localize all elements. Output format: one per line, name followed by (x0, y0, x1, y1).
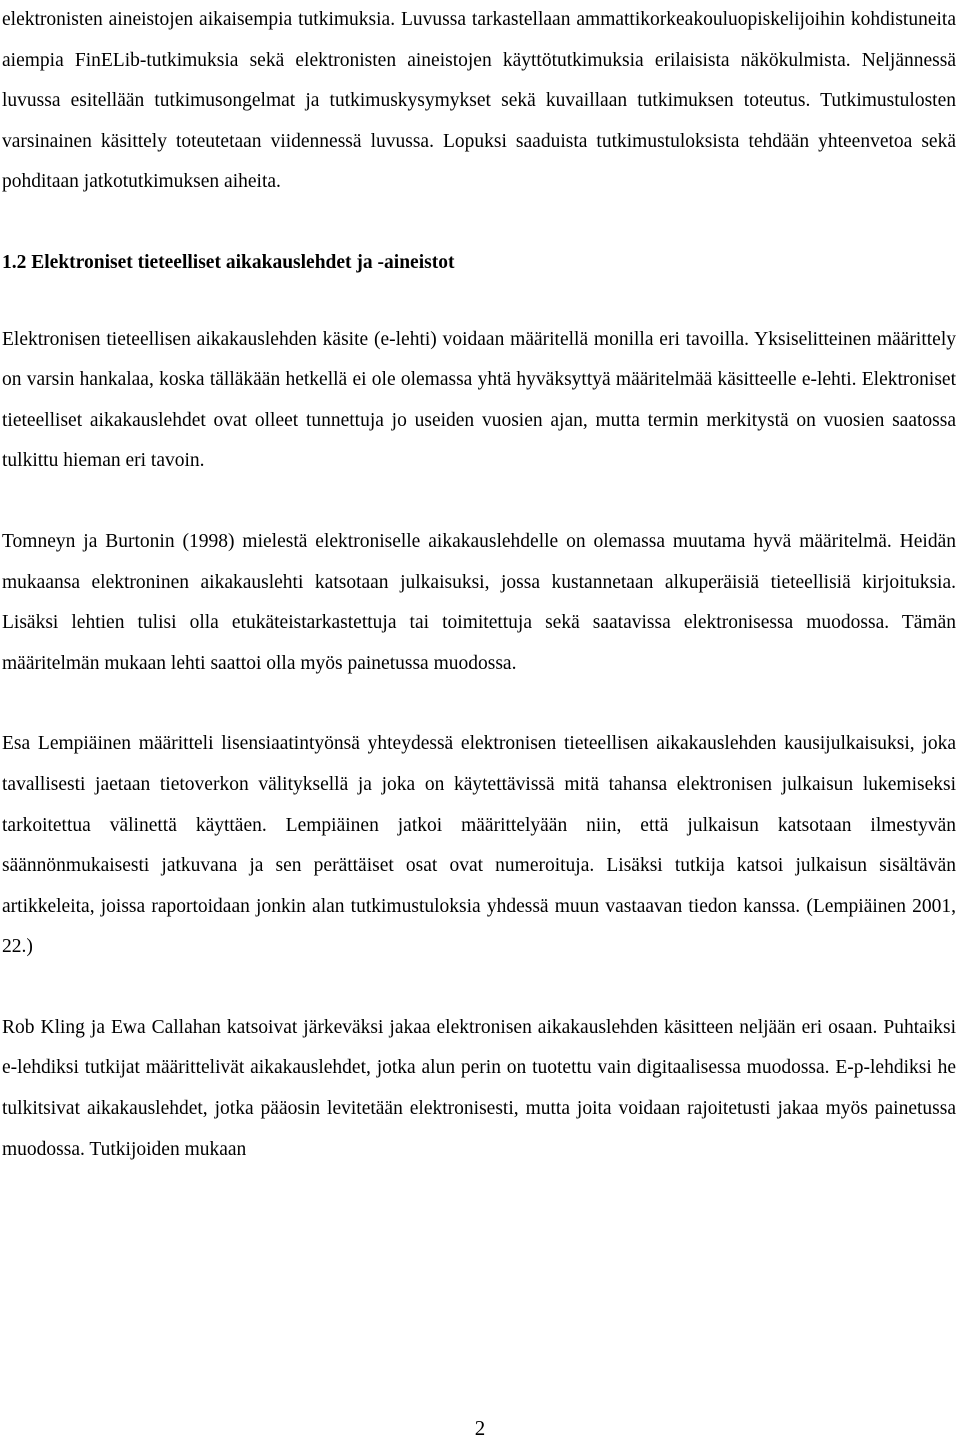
spacer (2, 203, 956, 243)
document-page (2, 0, 956, 1170)
spacer (2, 684, 956, 724)
spacer (2, 284, 956, 320)
paragraph-intro-continued: elektronisten aineistojen aikaisempia tutkimuksia. Luvussa tarkastellaan ammattikorkeakouluopiskelijoihin kohdistuneita aiempia FinELib-tutkimuksia sekä elektronisten aineistojen käyttötutkimuksia erilaisista näkökulmista. Neljännessä luvussa esitellään tutkimusongelmat ja tutkimuskysymykset sekä kuvaillaan tutkimuksen toteutus. Tutkimustulosten varsinainen käsittely toteutetaan viidennessä luvussa. Lopuksi saaduista tutkimustuloksista tehdään yhteenvetoa sekä pohditaan jatkotutkimuksen aiheita. (2, 9, 956, 193)
spacer (2, 968, 956, 1008)
section-heading: 1.2 Elektroniset tieteelliset aikakauslehdet ja -aineistot (2, 251, 455, 273)
paragraph-lempiainen: Esa Lempiäinen määritteli lisensiaatintyönsä yhteydessä elektronisen tieteellisen aikakauslehden kausijulkaisuksi, joka tavallisesti jaetaan tietoverkon välityksellä ja joka on käytettävissä mitä tahansa elektronisen julkaisun lukemiseksi tarkoitettua välinettä käyttäen. Lempiäinen jatkoi määrittelyään niin, että julkaisun katsotaan ilmestyvän säännönmukaisesti jatkuvana ja sen perättäiset osat ovat numeroituja. Lisäksi tutkija katsoi julkaisun sisältävän artikkeleita, joissa raportoidaan jonkin alan tutkimustuloksia yhdessä muun vastaavan tiedon kanssa. (Lempiäinen 2001, 22.) (2, 733, 956, 958)
paragraph-kling-callahan: Rob Kling ja Ewa Callahan katsoivat järkeväksi jakaa elektronisen aikakauslehden käsitteen neljään eri osaan. Puhtaiksi e-lehdiksi tutkijat määrittelivät aikakauslehdet, jotka alun perin on tuotettu vain digitaalisessa muodossa. E-p-lehdiksi he tulkitsivat aikakauslehdet, jotka pääosin levitetään elektronisesti, mutta joita voidaan rajoitetusti jakaa myös painetussa muodossa. Tutkijoiden mukaan (2, 1016, 956, 1160)
page-number: 2 (474, 1416, 486, 1440)
paragraph-tomney-burton: Tomneyn ja Burtonin (1998) mielestä elektroniselle aikakauslehdelle on olemassa muutama hyvä määritelmä. Heidän mukaansa elektroninen aikakauslehti katsotaan julkaisuksi, jossa kustannetaan alkuperäisiä tieteellisiä kirjoituksia. Lisäksi lehtien tulisi olla etukäteistarkastettuja tai toimitettuja sekä saatavissa elektronisessa muodossa. Tämän määritelmän mukaan lehti saattoi olla myös painetussa muodossa. (2, 530, 956, 674)
spacer (2, 482, 956, 522)
paragraph-definition: Elektronisen tieteellisen aikakauslehden käsite (e-lehti) voidaan määritellä monilla eri tavoilla. Yksiselitteinen määrittely on varsin hankalaa, koska tälläkään hetkellä ei ole olemassa yhtä hyväksyttyä määritelmää käsitteelle e-lehti. Elektroniset tieteelliset aikakauslehdet ovat olleet tunnettuja jo useiden vuosien ajan, mutta termin merkitystä on vuosien saatossa tulkittu hieman eri tavoin. (2, 328, 956, 472)
